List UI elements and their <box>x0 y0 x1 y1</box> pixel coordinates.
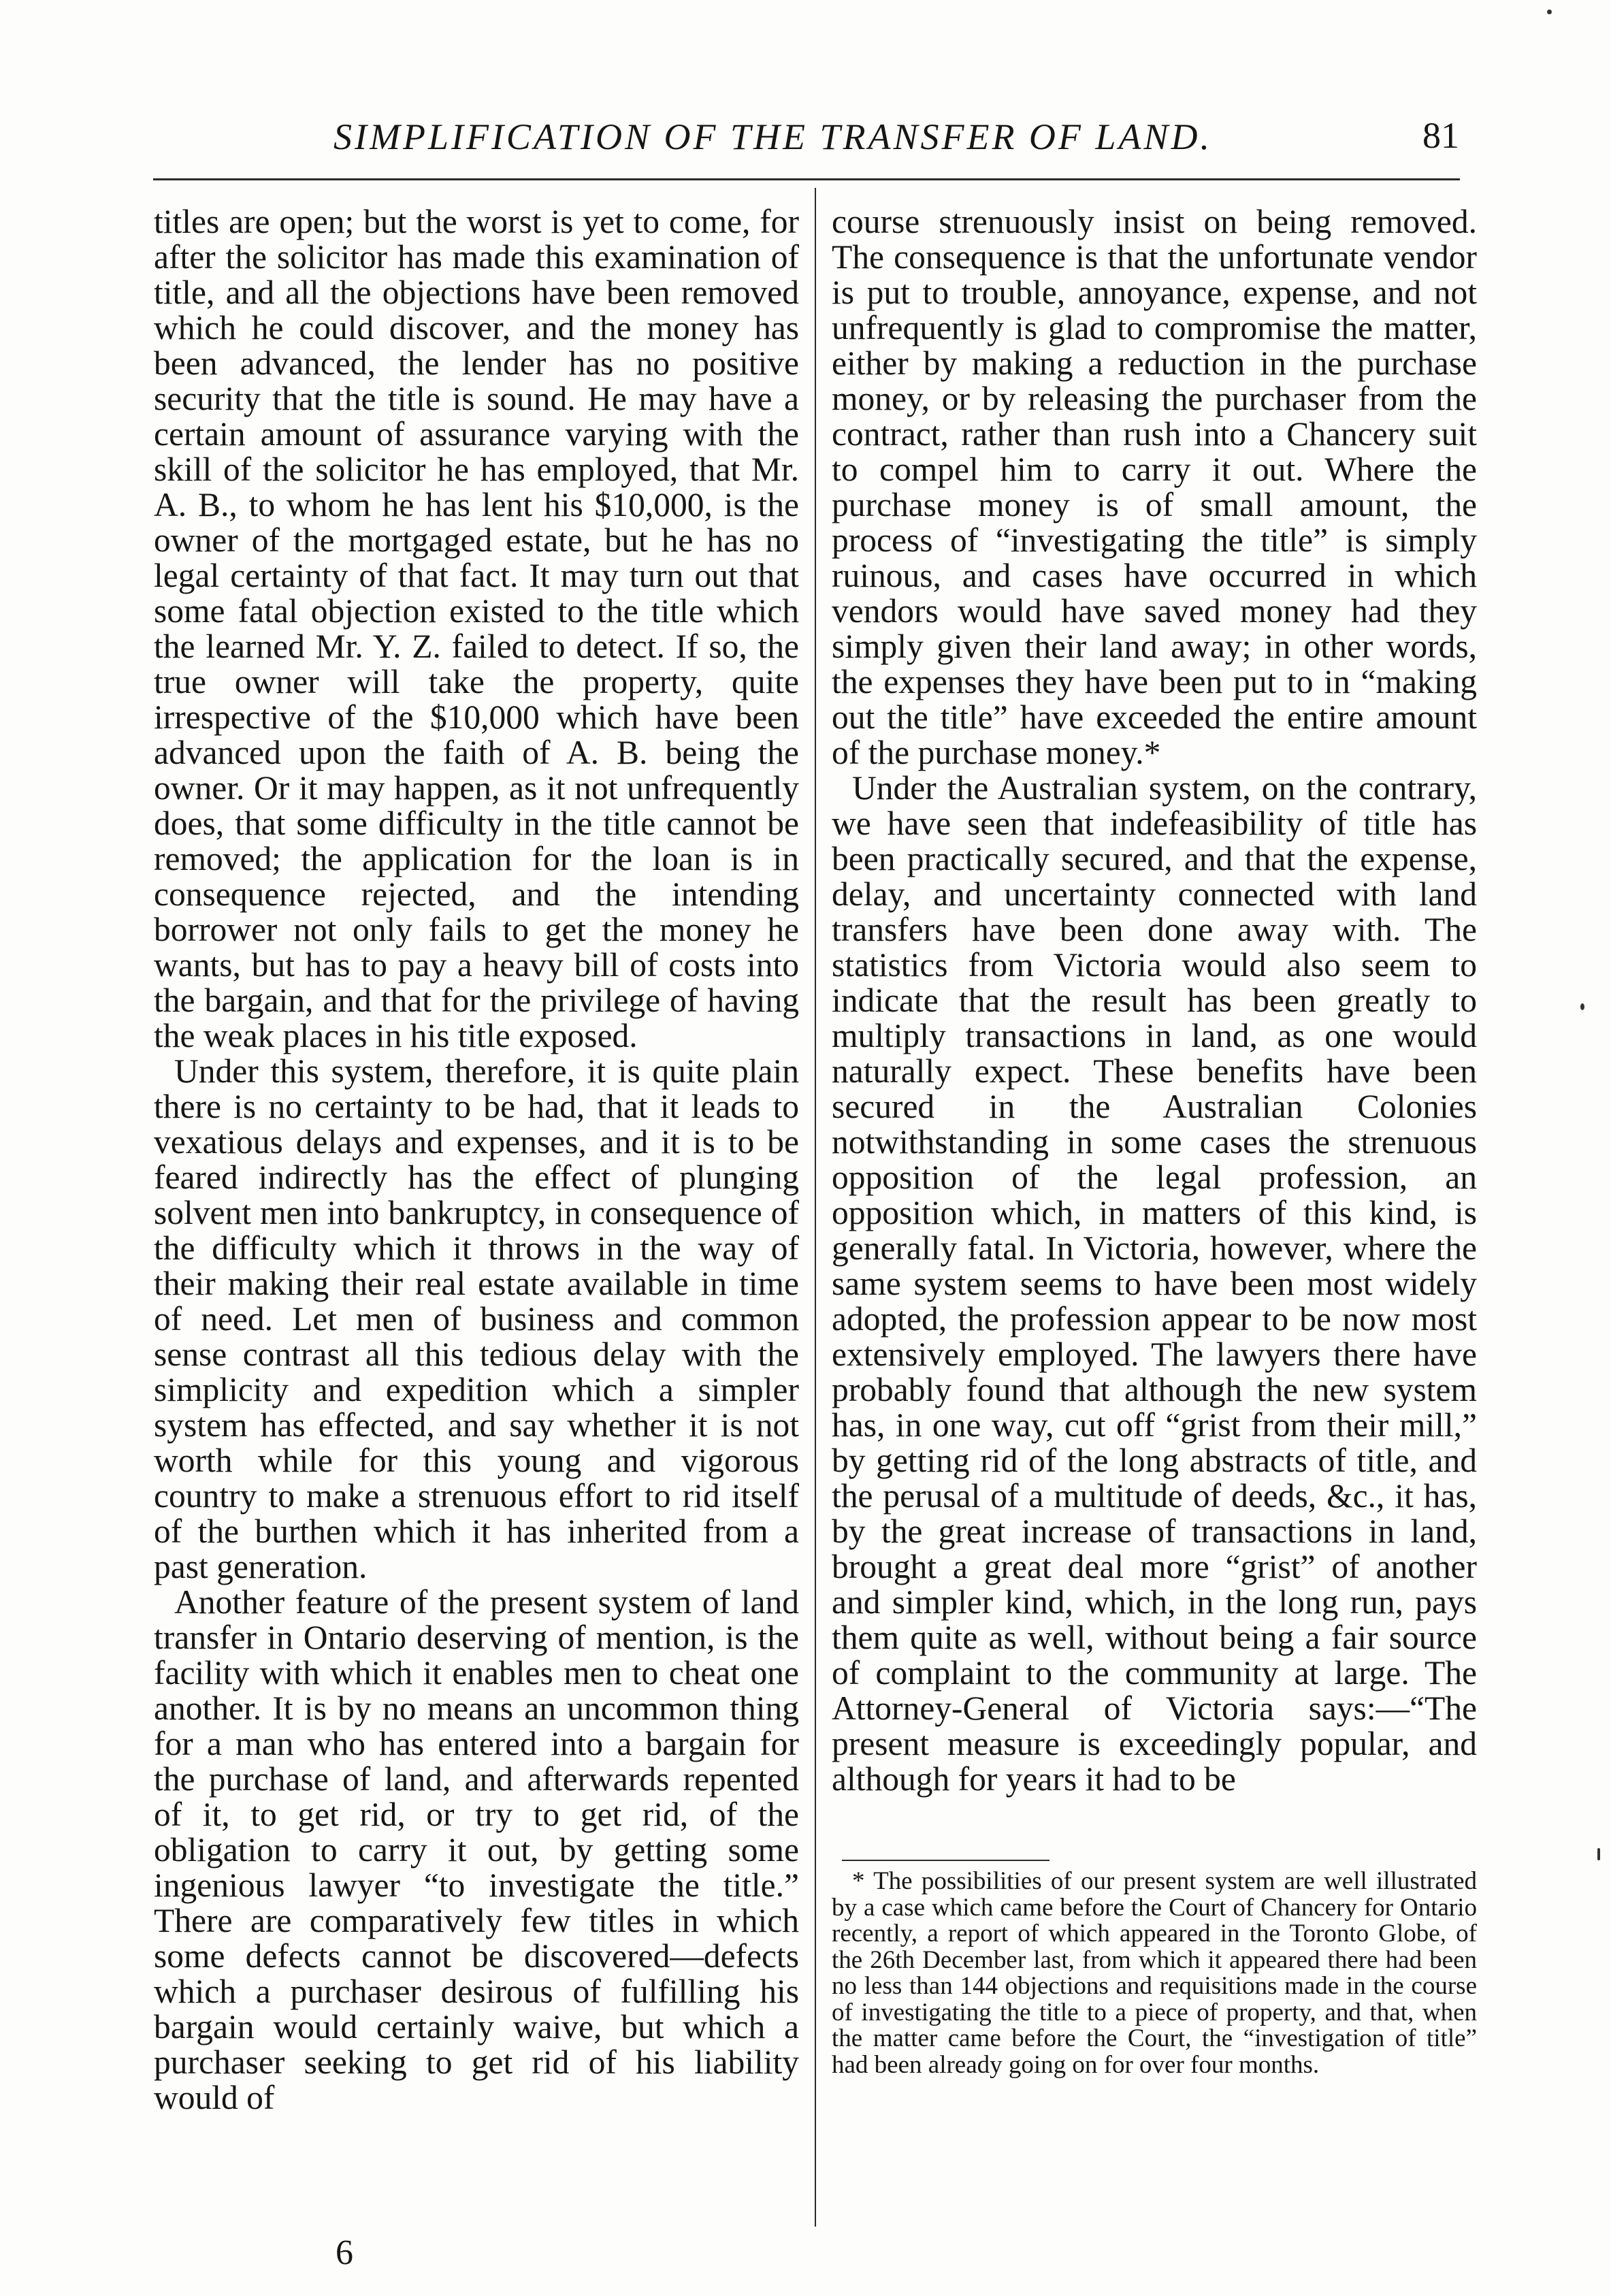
left-column <box>154 204 799 2116</box>
header-rule <box>153 178 1460 180</box>
print-speck <box>1580 1003 1584 1010</box>
right-column <box>832 204 1477 1797</box>
print-speck <box>1597 1848 1600 1860</box>
print-speck <box>1547 10 1552 14</box>
page-number: 81 <box>1422 115 1459 156</box>
left-paragraph-2: Under this system, therefore, it is quite plain there is no certainty to be had, that it leads to vexatious delays and expenses, and it is to be feared indirectly has the effect of plunging solvent men into bankruptcy, in consequence of the difficulty which it throws in the way of their making their real estate available in time of need. Let men of business and common sense contrast all this tedious delay with the simplicity and expedition which a simpler system has effected, and say whether it is not worth while for this young and vigorous country to make a strenuous effort to rid itself of the burthen which it has inherited from a past generation. <box>154 1052 799 1585</box>
footnote: * The possibilities of our present system are well illustrated by a case which came before the Court of Chancery for Ontario recently, a report of which appeared in the Toronto Globe, of the 26th December last, from which it appeared there had been no less than 144 objections and requisitions made in the course of investigating the title to a piece of property, and that, when the matter came before the Court, the “investigation of title” had been already going on for over four months. <box>832 1867 1477 2079</box>
right-paragraph-2: Under the Australian system, on the contrary, we have seen that indefeasibility of title has been practically secured, and that the expense, delay, and uncertainty connected with land transfers have been done away with. The statistics from Victoria would also seem to indicate that the result has been greatly to multiply transactions in land, as one would naturally expect. These benefits have been secured in the Australian Colonies notwithstanding in some cases the strenuous opposition of the legal profession, an opposition which, in matters of this kind, is generally fatal. In Victoria, however, where the same system seems to have been most widely adopted, the profession appear to be now most extensively employed. The lawyers there have probably found that although the new system has, in one way, cut off “grist from their mill,” by getting rid of the long abstracts of title, and the perusal of a multitude of deeds, &c., it has, by the great increase of transactions in land, brought a great deal more “grist” of another and simpler kind, which, in the long run, pays them quite as well, without being a fair source of complaint to the community at large. The Attorney-General of Victoria says:—“The present measure is exceedingly popular, and although for years it had to be <box>832 769 1477 1798</box>
column-divider <box>815 188 816 2227</box>
left-paragraph-1: titles are open; but the worst is yet to come, for after the solicitor has made this examination of title, and all the objections have been removed which he could discover, and the money has been advanced, the lender has no positive security that the title is sound. He may have a certain amount of assurance varying with the skill of the solicitor he has employed, that Mr. A. B., to whom he has lent his $10,000, is the owner of the mortgaged estate, but he has no legal certainty of that fact. It may turn out that some fatal objection existed to the title which the learned Mr. Y. Z. failed to detect. If so, the true owner will take the property, quite irrespective of the $10,000 which have been advanced upon the faith of A. B. being the owner. Or it may happen, as it not unfrequently does, that some difficulty in the title cannot be removed; the application for the loan is in consequence rejected, and the intending borrower not only fails to get the money he wants, but has to pay a heavy bill of costs into the bargain, and that for the privilege of having the weak places in his title exposed. <box>154 203 799 1054</box>
left-paragraph-3: Another feature of the present system of land transfer in Ontario deserving of mention, is the facility with which it enables men to cheat one another. It is by no means an uncommon thing for a man who has entered into a bargain for the purchase of land, and afterwards repented of it, to get rid, or try to get rid, of the obligation to carry it out, by getting some ingenious lawyer “to investigate the title.” There are comparatively few titles in which some defects cannot be discovered—defects which a purchaser desirous of fulfilling his bargain would certainly waive, but which a purchaser seeking to get rid of his liability would of <box>154 1583 799 2116</box>
right-paragraph-1: course strenuously insist on being removed. The consequence is that the unfortunate vendor is put to trouble, annoyance, expense, and not unfrequently is glad to compromise the matter, either by making a reduction in the purchase money, or by releasing the purchaser from the contract, rather than rush into a Chancery suit to compel him to carry it out. Where the purchase money is of small amount, the process of “investigating the title” is simply ruinous, and cases have occurred in which vendors would have saved money had they simply given their land away; in other words, the expenses they have been put to in “making out the title” have exceeded the entire amount of the purchase money.* <box>832 203 1477 771</box>
footnote-rule <box>842 1860 1049 1861</box>
running-title: SIMPLIFICATION OF THE TRANSFER OF LAND. <box>333 116 1212 157</box>
signature-mark: 6 <box>336 2233 353 2272</box>
